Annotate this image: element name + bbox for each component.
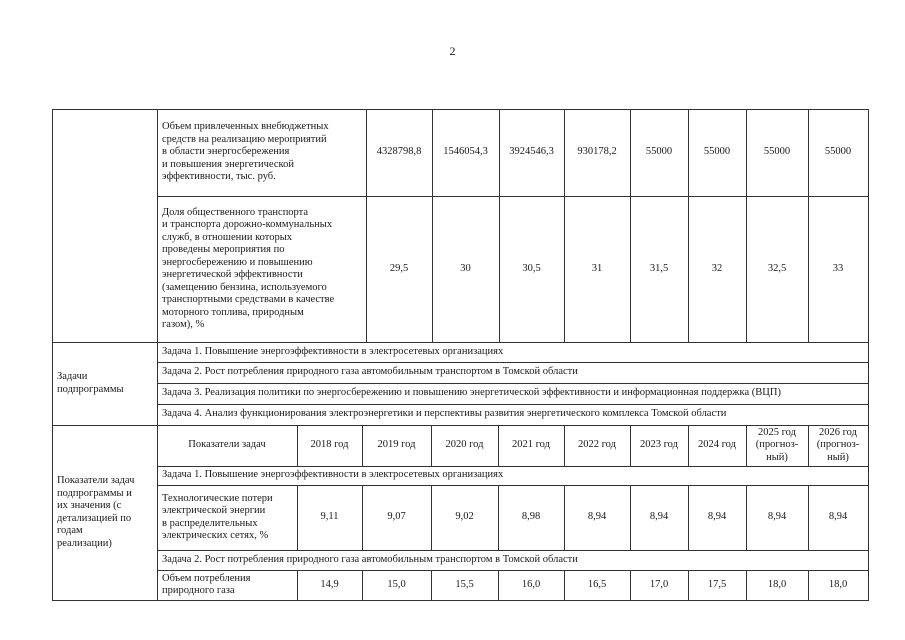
cell-text-line: природного газа: [162, 585, 235, 596]
header-cell: Показатели задач: [188, 439, 266, 451]
cell-text-line: их значения (с: [57, 500, 122, 511]
cell-text-line: Показатели задач: [57, 475, 135, 486]
value-cell: 33: [832, 262, 844, 274]
value-cell: 9,07: [387, 511, 406, 523]
header-year-cell: [688, 425, 746, 466]
cell-text-line: энергосбережению и повышению: [162, 256, 313, 268]
header-year-cell: [431, 425, 498, 466]
cell-text-line: в распределительных: [162, 517, 258, 529]
value-cell: 55000: [763, 146, 791, 158]
cell-text-line: (замещению бензина, используемого: [162, 281, 327, 293]
value-cell: 31: [591, 262, 603, 274]
value-cell: 15,5: [455, 578, 474, 590]
cell-text-line: ный): [766, 451, 788, 463]
cell-text-line: Объем потребления: [162, 572, 251, 584]
section-label-indicators: [52, 425, 157, 600]
value-cell: 55000: [824, 146, 852, 158]
value-cell: 31,5: [649, 262, 669, 274]
cell-text-line: эффективности, тыс. руб.: [162, 171, 276, 183]
cell-text-line: Доля общественного транспорта: [162, 206, 309, 218]
value-cell: 8,94: [767, 511, 787, 523]
cell-text-line: моторного топлива, природным: [162, 306, 304, 318]
value-cell: 16,5: [587, 578, 607, 590]
value-cell: 18,0: [767, 578, 787, 590]
value-cell: 18,0: [828, 578, 848, 590]
value-cell: 8,94: [649, 511, 669, 523]
cell-text-line: подпрограммы: [57, 383, 124, 395]
cell-text-line: (прогноз-: [755, 439, 799, 451]
cell-text-line: 2018 год: [310, 439, 349, 451]
task-row: Задача 2. Рост потребления природного газа автомобильным транспортом в Томской области: [162, 553, 578, 565]
value-cell: 17,5: [707, 578, 727, 590]
cell-text-line: в области энергосбережения: [162, 146, 290, 158]
row-label-transport-share: [157, 196, 366, 342]
value-cell: 8,94: [587, 511, 607, 523]
task-row: Задача 1. Повышение энергоэффективности в электросетевых организациях: [162, 469, 504, 481]
header-year-cell: [362, 425, 431, 466]
value-cell: 4328798,8: [376, 146, 422, 158]
cell-text-line: (прогноз-: [816, 439, 860, 451]
cell-text-line: 2021 год: [512, 439, 550, 451]
cell-text-line: 2020 год: [445, 439, 484, 451]
cell-text-line: газом), %: [162, 319, 205, 330]
task-row: Задача 3. Реализация политики по энергосбережению и повышению энергетической эффективности и информационная поддержка (ВЦП): [162, 387, 781, 399]
task-row: Задача 2. Рост потребления природного газа автомобильным транспортом в Томской области: [162, 366, 578, 378]
cell-text-line: Технологические потери: [162, 492, 273, 504]
value-cell: 32,5: [767, 262, 787, 274]
value-cell: 8,94: [707, 511, 727, 523]
cell-text-line: годам: [57, 525, 83, 536]
value-cell: 16,0: [521, 578, 541, 590]
row-label-grid-losses: [157, 485, 297, 550]
page-number: 2: [449, 44, 456, 58]
cell-text-line: транспортными средствами в качестве: [162, 294, 335, 305]
value-cell: 14,9: [320, 578, 339, 590]
header-year-cell: [808, 425, 868, 466]
cell-text-line: ный): [827, 451, 849, 463]
value-cell: 9,11: [320, 511, 339, 523]
cell-text-line: средств на реализацию мероприятий: [162, 133, 327, 145]
value-cell: 8,94: [828, 511, 848, 523]
row-label-gas-consumption: [157, 570, 297, 600]
value-cell: 29,5: [389, 262, 409, 274]
cell-text-line: энергетической эффективности: [162, 269, 303, 280]
cell-text-line: проведены мероприятия по: [162, 244, 285, 255]
value-cell: 930178,2: [577, 146, 617, 158]
task-row: Задача 4. Анализ функционирования электроэнергетики и перспективы развития энергетического комплекса Томской области: [162, 408, 727, 420]
cell-text-line: Объем привлеченных внебюджетных: [162, 121, 329, 133]
value-cell: 1546054,3: [443, 146, 488, 158]
cell-text-line: и транспорта дорожно-коммунальных: [162, 219, 333, 230]
row-label-offbudget-funds: [157, 109, 366, 196]
value-cell: 15,0: [387, 578, 406, 590]
value-cell: 9,02: [455, 511, 474, 523]
header-year-cell: [564, 425, 630, 466]
task-row: Задача 1. Повышение энергоэффективности в электросетевых организациях: [162, 345, 504, 357]
table-rule: [868, 109, 869, 601]
cell-text-line: подпрограммы и: [57, 487, 132, 499]
cell-text-line: 2022 год: [578, 439, 616, 451]
value-cell: 30,5: [522, 262, 541, 274]
cell-text-line: электрической энергии: [162, 505, 266, 516]
cell-text-line: Задачи: [57, 371, 88, 382]
header-year-cell: [630, 425, 688, 466]
cell-text-line: 2024 год: [698, 439, 736, 451]
value-cell: 8,98: [521, 511, 541, 523]
cell-text-line: 2026 год: [819, 426, 857, 438]
cell-text-line: электрических сетях, %: [162, 530, 269, 541]
value-cell: 32: [711, 262, 723, 274]
value-cell: 17,0: [649, 578, 669, 590]
cell-text-line: и повышения энергетической: [162, 158, 294, 170]
header-year-cell: [297, 425, 362, 466]
cell-text-line: 2025 год: [758, 426, 796, 438]
header-year-cell: [746, 425, 808, 466]
cell-text-line: 2019 год: [377, 439, 416, 451]
value-cell: 55000: [703, 146, 731, 158]
value-cell: 3924546,3: [509, 146, 554, 158]
value-cell: 30: [460, 262, 471, 274]
cell-text-line: детализацией по: [57, 512, 132, 524]
header-year-cell: [498, 425, 564, 466]
section-label-tasks: [52, 342, 157, 425]
cell-text-line: реализации): [57, 537, 112, 549]
cell-text-line: 2023 год: [640, 439, 678, 451]
cell-text-line: служб, в отношении которых: [162, 231, 293, 243]
value-cell: 55000: [645, 146, 673, 158]
